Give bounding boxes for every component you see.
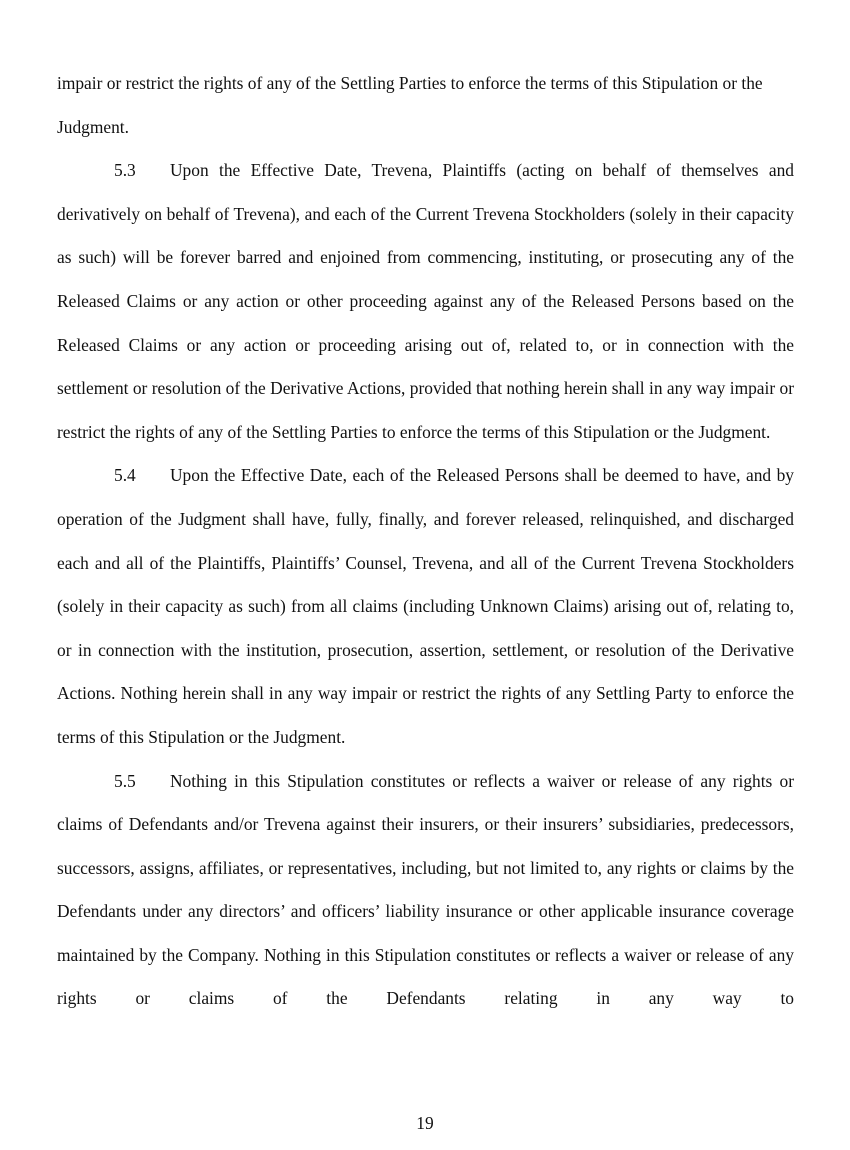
paragraph-text: impair or restrict the rights of any of the Settling Parties to enforce the terms of this Stipulation or the Judgment. (57, 73, 763, 137)
paragraph-5-5 (57, 760, 794, 1022)
paragraph-5-4 (57, 454, 794, 759)
continued-paragraph (57, 62, 794, 149)
paragraph-number: 5.5 (114, 770, 136, 791)
document-body (57, 62, 794, 1021)
paragraph-text: Upon the Effective Date, each of the Released Persons shall be deemed to have, and by operation of the Judgment shall have, fully, finally, and forever released, relinquished, and discharged each and all of the Plaintiffs, Plaintiffs’ Counsel, Trevena, and all of the Current Trevena Stockholders (solely in their capacity as such) from all claims (including Unknown Claims) arising out of, relating to, or in connection with the institution, prosecution, assertion, settlement, or resolution of the Derivative Actions. Nothing herein shall in any way impair or restrict the rights of any Settling Party to enforce the terms of this Stipulation or the Judgment. (57, 465, 794, 747)
paragraph-number: 5.3 (114, 160, 136, 181)
paragraph-text: Upon the Effective Date, Trevena, Plaintiffs (acting on behalf of themselves and derivatively on behalf of Trevena), and each of the Current Trevena Stockholders (solely in their capacity as such) will be forever barred and enjoined from commencing, instituting, or prosecuting any of the Released Claims or any action or other proceeding against any of the Released Persons based on the Released Claims or any action or proceeding arising out of, related to, or in connection with the settlement or resolution of the Derivative Actions, provided that nothing herein shall in any way impair or restrict the rights of any of the Settling Parties to enforce the terms of this Stipulation or the Judgment. (57, 160, 794, 442)
paragraph-text: Nothing in this Stipulation constitutes or reflects a waiver or release of any rights or claims of Defendants and/or Trevena against their insurers, or their insurers’ subsidiaries, predecessors, successors, assigns, affiliates, or representatives, including, but not limited to, any rights or claims by the Defendants under any directors’ and officers’ liability insurance or other applicable insurance coverage maintained by the Company. Nothing in this Stipulation constitutes or reflects a waiver or release of any rights or claims of the Defendants relating in any way to (57, 770, 794, 1009)
paragraph-number: 5.4 (114, 465, 136, 486)
paragraph-5-3 (57, 149, 794, 454)
page-number: 19 (416, 1113, 434, 1133)
